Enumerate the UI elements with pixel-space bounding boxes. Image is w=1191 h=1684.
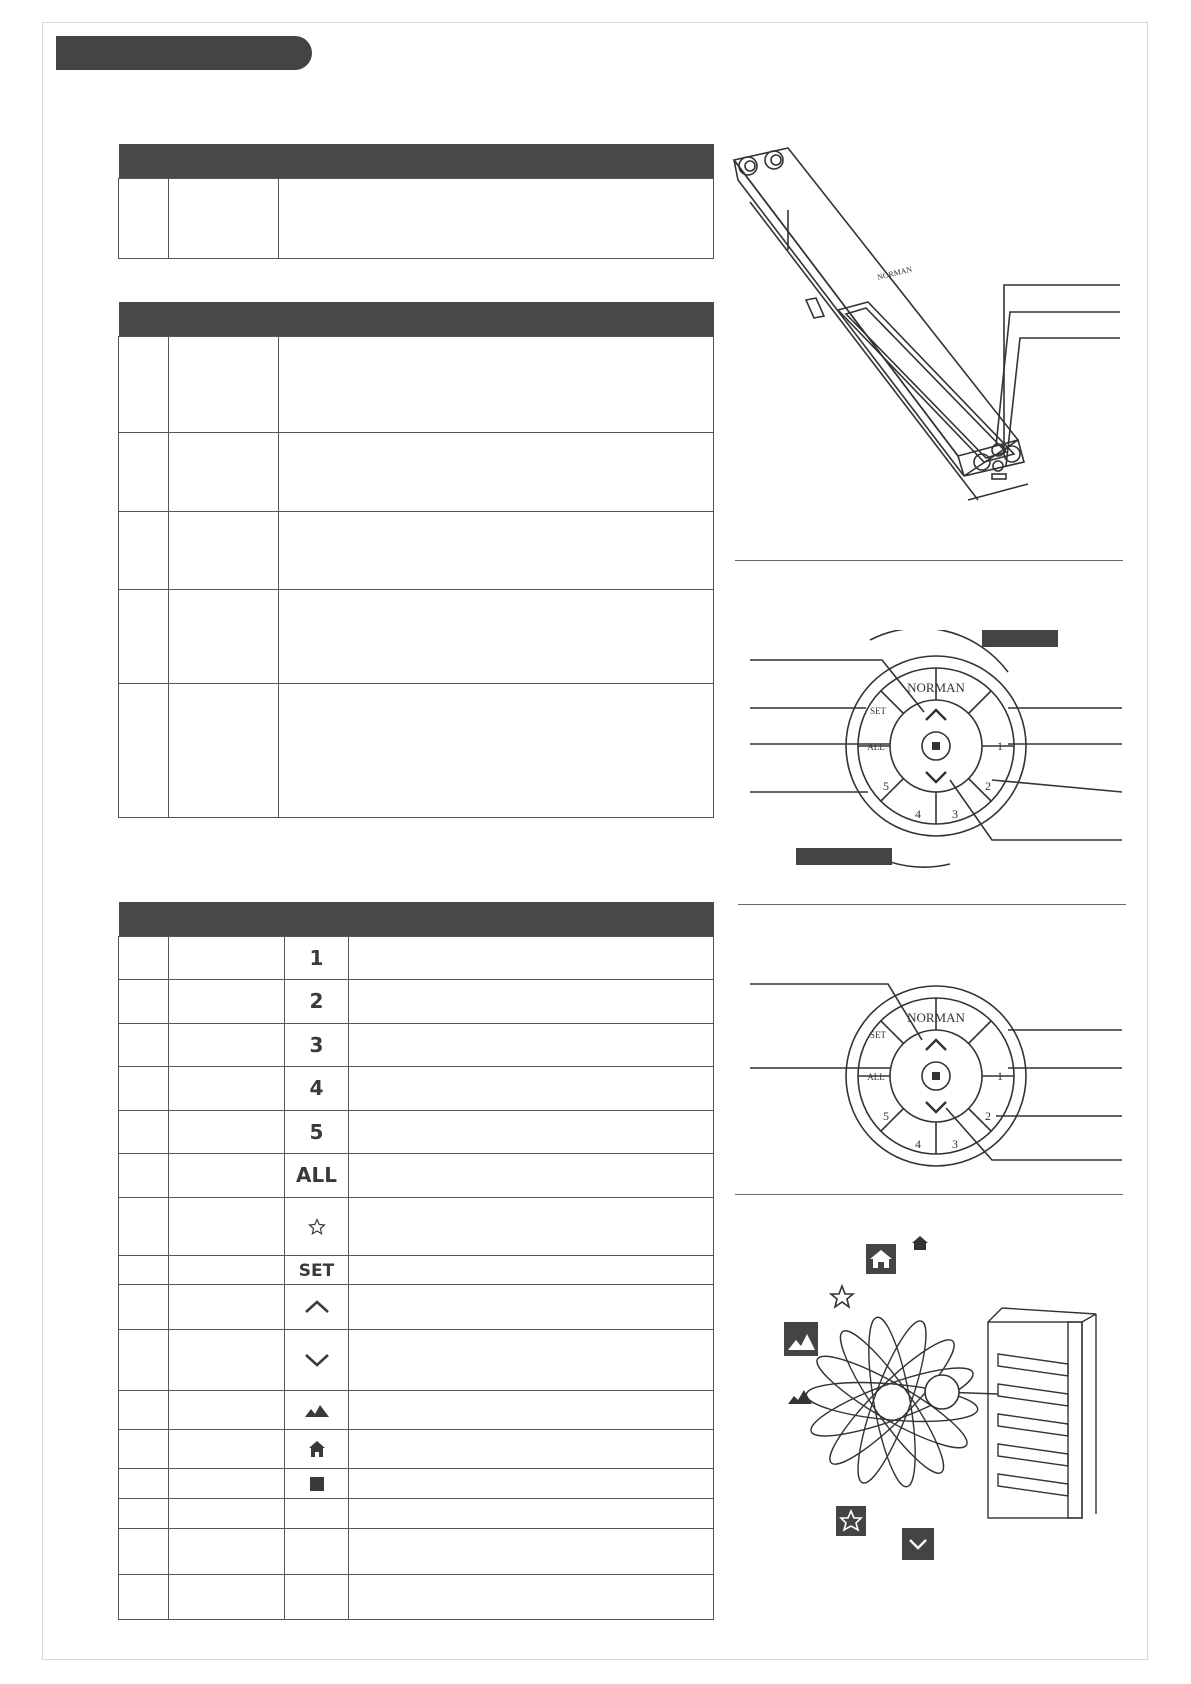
table-row [119,1067,714,1111]
home-icon [912,1236,928,1250]
spec-table-two [118,302,714,818]
table-row [119,1499,714,1529]
button-4-label: 4 [915,1137,921,1151]
table-row [119,590,714,684]
digit-4-label: 4 [309,1076,324,1100]
table-header [119,902,714,937]
button-2-label: 2 [985,1109,991,1123]
stop-square-icon [932,1072,940,1080]
set-label: SET [298,1260,335,1281]
chevron-down-icon [902,1528,934,1560]
brand-label: NORMAN [876,264,913,282]
mountain-icon [788,1390,812,1404]
button-2-label: 2 [985,779,991,793]
digit-2-label: 2 [309,989,324,1013]
table-row [119,1529,714,1575]
stop-square-icon [285,1477,348,1491]
button-1-label: 1 [997,1069,1003,1083]
digit-5-label: 5 [309,1119,324,1144]
table-row [119,1285,714,1330]
table-row [119,337,714,433]
table-row [119,1198,714,1256]
home-icon [285,1440,348,1458]
all-button-label: ALL [867,742,885,752]
table-row [119,1391,714,1430]
table-row [119,512,714,590]
dial-remote-illustration-two [750,980,1130,1180]
table-row [119,1256,714,1285]
chevron-up-icon [926,710,946,720]
digit-3-label: 3 [309,1032,324,1057]
dial-brand-label: NORMAN [907,680,965,695]
chevron-up-icon [926,1040,946,1050]
remote-holder-illustration [728,140,1128,540]
figure-divider [738,904,1126,905]
digit-1-label: 1 [309,945,324,970]
table-row [119,179,714,259]
table-row [119,937,714,980]
chevron-down-icon [285,1353,348,1367]
table-header [119,302,714,337]
chevron-down-icon [926,772,946,782]
star-icon [285,1218,348,1236]
button-4-label: 4 [915,807,921,821]
chevron-up-icon [285,1300,348,1314]
star-icon [831,1286,853,1307]
table-row [119,1575,714,1620]
table-row [119,1430,714,1469]
all-button-label: ALL [867,1072,885,1082]
dial-remote-illustration-one [750,630,1130,870]
set-button-label: SET [869,1030,887,1040]
table-row [119,684,714,818]
all-label: ALL [296,1163,337,1187]
figure-divider [735,560,1123,561]
shutter-tilt-diagram [780,1224,1110,1564]
figure-divider [735,1194,1123,1195]
set-button-label: SET [869,706,887,716]
table-row [119,433,714,512]
spec-table-one [118,144,714,259]
star-icon [836,1506,866,1536]
table-header [119,144,714,179]
table-row [119,1024,714,1067]
button-5-label: 5 [883,779,889,793]
home-icon [866,1244,896,1274]
chevron-down-icon [926,1102,946,1112]
table-row [119,1469,714,1499]
table-row [119,1111,714,1154]
button-3-label: 3 [952,807,958,821]
table-row [119,980,714,1024]
button-3-label: 3 [952,1137,958,1151]
stop-square-icon [932,742,940,750]
button-5-label: 5 [883,1109,889,1123]
section-title-bar [56,36,312,70]
button-legend-table [118,902,714,1620]
mountain-icon [784,1322,818,1356]
dial-brand-label: NORMAN [907,1010,965,1025]
table-row [119,1154,714,1198]
mountain-icon [285,1403,348,1417]
table-row [119,1330,714,1391]
button-1-label: 1 [997,739,1003,753]
